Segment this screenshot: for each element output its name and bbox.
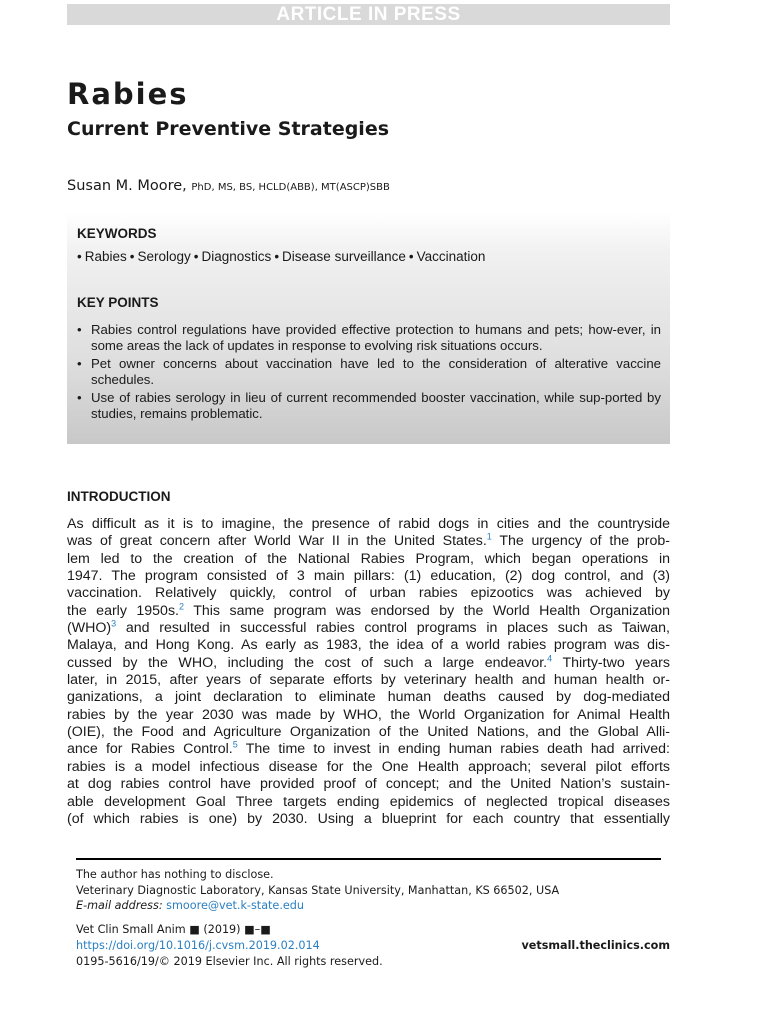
keyword-bullet: • — [408, 249, 414, 264]
body-line — [67, 551, 670, 568]
reference-link[interactable]: 2 — [179, 600, 185, 611]
body-text-segment: The urgency of the prob- — [491, 533, 670, 550]
key-points-list — [77, 322, 661, 424]
body-line — [67, 741, 670, 758]
author-affiliation: Veterinary Diagnostic Laboratory, Kansas State University, Manhattan, KS 66502, USA — [76, 884, 560, 897]
keyword-bullet: • — [129, 249, 135, 264]
body-text-segment: As difficult as it is to imagine, the presence of rabid dogs in cities and the countryside — [67, 516, 670, 532]
article-subtitle: Current Preventive Strategies — [67, 118, 390, 140]
body-line — [67, 794, 670, 811]
body-line — [67, 724, 670, 741]
keyword-bullet: • — [77, 249, 82, 264]
body-text-segment: (WHO) — [67, 620, 112, 637]
reference-link[interactable]: 3 — [111, 618, 117, 629]
journal-website[interactable]: vetsmall.theclinics.com — [521, 939, 670, 952]
body-text-segment: vaccination. Relatively quickly, control of urban rabies epizootics was achieved by — [67, 585, 670, 602]
body-text-segment: 1947. The program consisted of 3 main pillars: (1) education, (2) dog control, and (3) — [67, 568, 670, 585]
body-text-segment: and resulted in successful rabies control programs in places such as Taiwan, — [116, 620, 670, 637]
author-degrees: PhD, MS, BS, HCLD(ABB), MT(ASCP)SBB — [191, 182, 390, 193]
reference-link[interactable]: 5 — [232, 739, 238, 750]
body-line — [67, 759, 670, 776]
body-line — [67, 568, 670, 585]
keyword-item: Diagnostics — [201, 249, 272, 264]
body-text-segment: the early 1950s. — [67, 602, 179, 619]
copyright-line: 0195-5616/19/© 2019 Elsevier Inc. All rights reserved. — [76, 955, 383, 968]
keyword-item: Vaccination — [416, 249, 486, 264]
footnote-divider — [76, 858, 661, 860]
keyword-item: Disease surveillance — [282, 249, 406, 264]
body-text-segment: rabies by the year 2030 was made by WHO, the World Organization for Animal Health — [67, 706, 670, 723]
keywords-keypoints-box — [67, 212, 670, 444]
body-line — [67, 533, 670, 550]
key-point-item: • Rabies control regulations have provided effective protection to humans and pets; how-ever, in some areas the lack of updates in response to evolving risk situations occurs. — [77, 322, 661, 354]
body-line — [67, 585, 670, 602]
article-in-press-banner: ARTICLE IN PRESS — [67, 4, 670, 25]
email-link[interactable]: smoore@vet.k-state.edu — [166, 899, 304, 912]
article-title: Rabies — [67, 77, 189, 111]
reference-link[interactable]: 4 — [547, 653, 553, 664]
body-text-segment: later, in 2015, after years of separate efforts by veterinary health and human health or- — [67, 672, 670, 689]
key-point-item: • Pet owner concerns about vaccination have led to the consideration of alterative vaccine schedules. — [77, 356, 661, 388]
doi-link[interactable]: https://doi.org/10.1016/j.cvsm.2019.02.014 — [76, 939, 320, 952]
body-text-segment: at dog rabies control have provided proof of concept; and the United Nation’s sustain- — [67, 776, 670, 793]
key-points-heading: KEY POINTS — [77, 295, 159, 310]
key-point-item: • Use of rabies serology in lieu of current recommended booster vaccination, while sup-ported by studies, remains problematic. — [77, 390, 661, 422]
body-line — [67, 689, 670, 706]
body-line — [67, 620, 670, 637]
journal-citation: Vet Clin Small Anim ■ (2019) ■–■ — [76, 923, 271, 936]
body-text-segment: ganizations, a joint declaration to eliminate human deaths caused by dog-mediated — [67, 689, 670, 706]
body-line — [67, 811, 670, 828]
body-text-segment: cussed by the WHO, including the cost of such a large endeavor. — [67, 654, 548, 671]
body-text-segment: lem led to the creation of the National Rabies Program, which began operations in — [67, 550, 670, 567]
body-text-segment: This same program was endorsed by the World Health Organization — [184, 602, 670, 619]
email-line — [76, 898, 676, 913]
body-text-segment: rabies is a model infectious disease for the One Health approach; several pilot efforts — [67, 758, 670, 775]
keyword-item: Serology — [137, 249, 191, 264]
keywords-heading: KEYWORDS — [77, 226, 157, 241]
introduction-heading: INTRODUCTION — [67, 489, 171, 504]
body-text-segment: The time to invest in ending human rabies death had arrived: — [237, 741, 670, 758]
body-text-segment: Malaya, and Hong Kong. As early as 1983, the idea of a world rabies program was dis- — [67, 637, 670, 654]
keyword-item: Rabies — [84, 249, 127, 264]
introduction-body — [67, 516, 670, 828]
body-text-segment: able development Goal Three targets ending epidemics of neglected tropical diseases — [67, 793, 670, 810]
body-line — [67, 655, 670, 672]
body-text-segment: (OIE), the Food and Agriculture Organization of the United Nations, and the Global Alli- — [67, 724, 670, 741]
body-line — [67, 600, 670, 620]
keyword-bullet: • — [193, 249, 199, 264]
body-text-segment: was of great concern after World War II in the United States. — [67, 533, 487, 550]
author-name: Susan M. Moore, — [67, 178, 187, 194]
body-line — [67, 776, 670, 793]
body-text-segment: Thirty-two years — [552, 654, 671, 671]
body-text-segment: (of which rabies is one) by 2030. Using a blueprint for each country that essentially — [67, 810, 670, 827]
body-line — [67, 516, 670, 533]
author-line — [67, 175, 390, 199]
disclosure-note: The author has nothing to disclose. — [76, 868, 274, 881]
body-line — [67, 672, 670, 689]
reference-link[interactable]: 1 — [486, 531, 492, 542]
body-line — [67, 637, 670, 654]
keywords-list — [77, 248, 485, 266]
email-label: E-mail address: — [76, 899, 163, 912]
keyword-bullet: • — [274, 249, 280, 264]
body-line — [67, 707, 670, 724]
body-text-segment: ance for Rabies Control. — [67, 741, 233, 758]
